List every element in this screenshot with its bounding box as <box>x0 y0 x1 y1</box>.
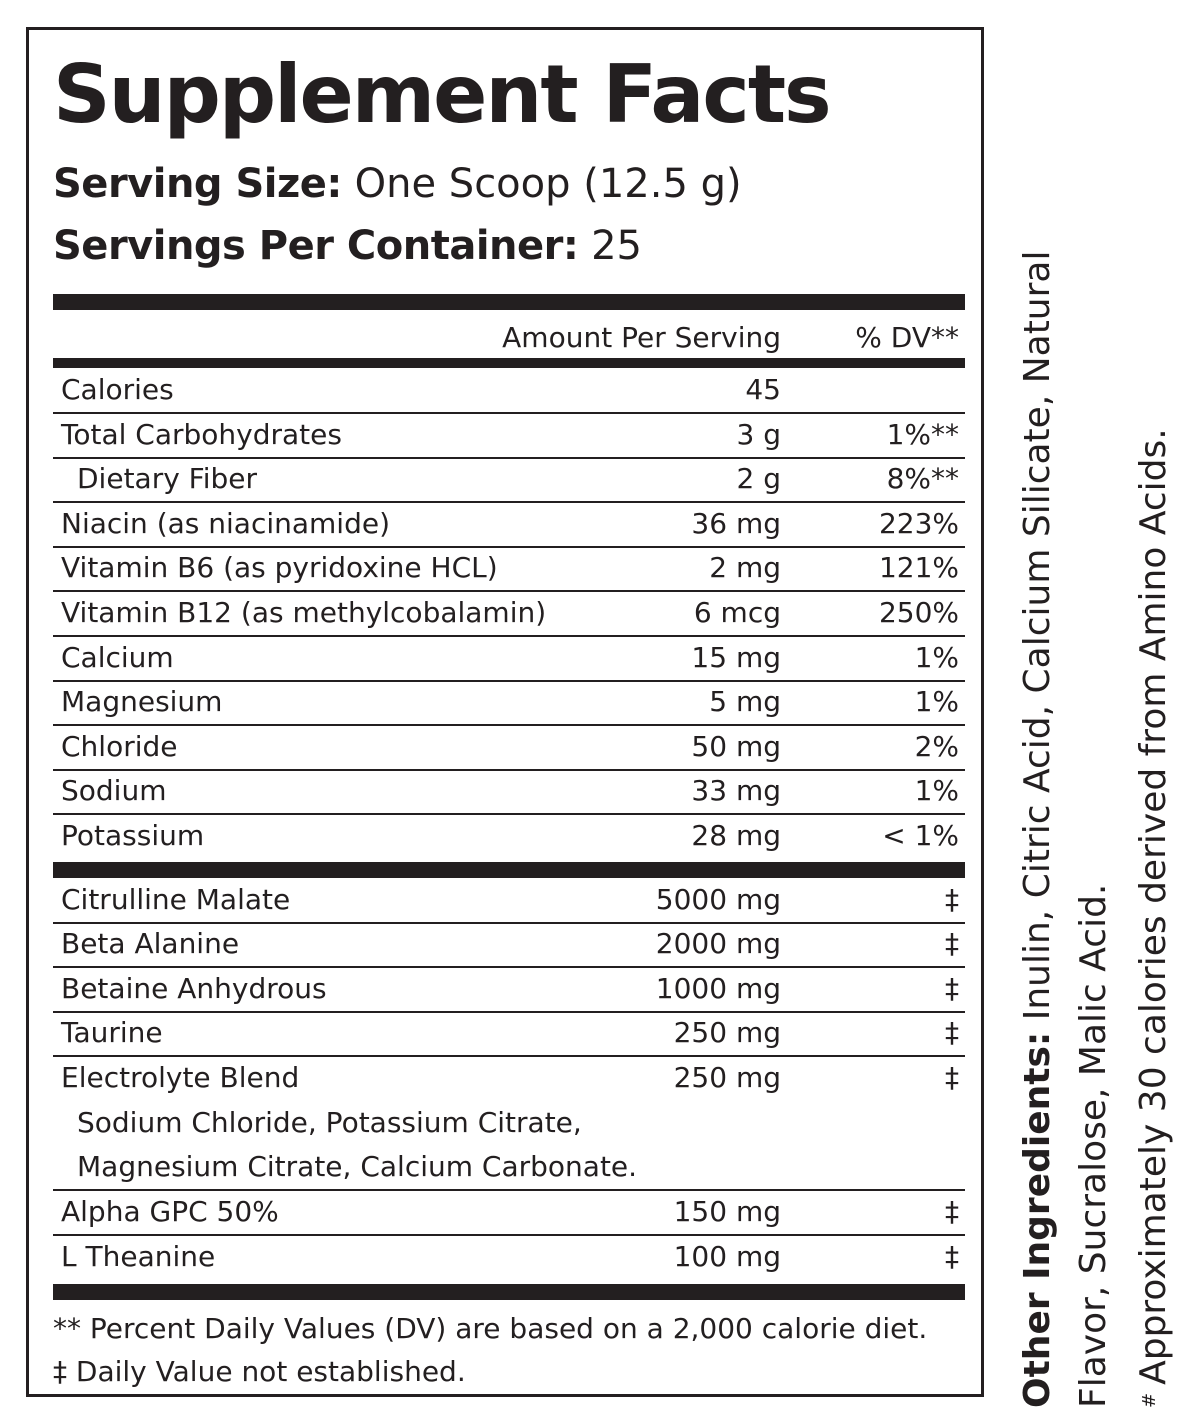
ingredient-amount: 150 mg <box>673 1195 781 1228</box>
nutrient-row-niacin <box>53 502 965 546</box>
divider-bar <box>53 862 965 878</box>
nutrient-amount: 15 mg <box>691 641 781 674</box>
servings-per-container-value: 25 <box>591 223 642 269</box>
electrolyte-blend-detail: Magnesium Citrate, Calcium Carbonate. <box>77 1150 638 1183</box>
ingredient-row-citrulline-malate <box>53 878 965 922</box>
ingredient-dv: ‡ <box>945 1061 959 1094</box>
divider-bar <box>53 358 965 368</box>
nutrient-row-vitamin-b12 <box>53 591 965 635</box>
nutrient-dv: 8%** <box>886 462 959 495</box>
nutrient-name: Vitamin B12 (as methylcobalamin) <box>61 596 547 629</box>
ingredient-row-alpha-gpc <box>53 1190 965 1234</box>
nutrient-row-magnesium <box>53 680 965 724</box>
nutrient-name: Chloride <box>61 730 178 763</box>
ingredient-amount: 2000 mg <box>655 927 781 960</box>
nutrient-name: Total Carbohydrates <box>61 418 342 451</box>
nutrient-amount: 5 mg <box>709 685 781 718</box>
ingredient-name: Electrolyte Blend <box>61 1061 300 1094</box>
nutrient-name: Niacin (as niacinamide) <box>61 507 391 540</box>
servings-per-container <box>53 220 642 272</box>
dv-header: % DV** <box>855 321 959 354</box>
nutrient-name: Potassium <box>61 819 205 852</box>
other-ingredients-line-2: Flavor, Sucralose, Malic Acid. <box>1073 883 1114 1408</box>
nutrient-name: Calories <box>61 373 174 406</box>
nutrient-row-sodium <box>53 769 965 813</box>
nutrient-name: Vitamin B6 (as pyridoxine HCL) <box>61 551 498 584</box>
ingredient-dv: ‡ <box>945 927 959 960</box>
ingredient-amount: 250 mg <box>673 1016 781 1049</box>
nutrient-row-calcium <box>53 636 965 680</box>
nutrient-name: Dietary Fiber <box>77 462 258 495</box>
nutrient-amount: 3 g <box>736 418 781 451</box>
nutrient-dv: 223% <box>878 507 959 540</box>
nutrient-dv: 2% <box>914 730 959 763</box>
ingredient-name: Beta Alanine <box>61 927 240 960</box>
nutrient-amount: 28 mg <box>691 819 781 852</box>
ingredient-name: Taurine <box>61 1016 163 1049</box>
ingredient-amount: 100 mg <box>673 1240 781 1273</box>
footnote-not-established: ‡ Daily Value not established. <box>53 1355 466 1388</box>
ingredient-name: Citrulline Malate <box>61 883 291 916</box>
ingredient-row-beta-alanine <box>53 922 965 966</box>
other-ingredients-label: Other Ingredients: <box>1017 1031 1058 1408</box>
nutrient-name: Magnesium <box>61 685 223 718</box>
amount-header: Amount Per Serving <box>502 321 781 354</box>
ingredient-amount: 250 mg <box>673 1061 781 1094</box>
nutrient-row-total-carbohydrates <box>53 413 965 457</box>
nutrient-row-chloride <box>53 725 965 769</box>
nutrient-row-vitamin-b6 <box>53 546 965 590</box>
nutrient-amount: 36 mg <box>691 507 781 540</box>
nutrient-dv: 1% <box>914 641 959 674</box>
nutrient-dv: 250% <box>878 596 959 629</box>
nutrient-dv: 1% <box>914 685 959 718</box>
divider-bar <box>53 1284 965 1300</box>
ingredient-name: Alpha GPC 50% <box>61 1195 279 1228</box>
ingredient-row-l-theanine <box>53 1235 965 1279</box>
ingredient-dv: ‡ <box>945 1016 959 1049</box>
nutrient-row-potassium <box>53 814 965 858</box>
ingredient-amount: 1000 mg <box>655 972 781 1005</box>
calorie-note <box>1124 428 1180 1408</box>
other-ingredients-line-1 <box>1012 251 1064 1409</box>
serving-size-value: One Scoop (12.5 g) <box>354 161 742 207</box>
ingredient-name: L Theanine <box>61 1240 216 1273</box>
nutrient-dv: 121% <box>878 551 959 584</box>
serving-size <box>53 158 742 210</box>
nutrient-amount: 2 g <box>736 462 781 495</box>
ingredient-row-betaine-anhydrous <box>53 967 965 1011</box>
ingredient-row-taurine <box>53 1011 965 1055</box>
servings-per-container-label: Servings Per Container: <box>53 223 579 269</box>
ingredient-amount: 5000 mg <box>655 883 781 916</box>
column-header-row <box>53 316 965 360</box>
electrolyte-blend-detail: Sodium Chloride, Potassium Citrate, <box>77 1106 582 1139</box>
panel-title: Supplement Facts <box>53 48 830 141</box>
serving-size-label: Serving Size: <box>53 161 342 207</box>
nutrient-dv: 1%** <box>886 418 959 451</box>
nutrient-dv: 1% <box>914 774 959 807</box>
nutrient-name: Calcium <box>61 641 174 674</box>
divider-bar <box>53 294 965 310</box>
ingredient-name: Betaine Anhydrous <box>61 972 327 1005</box>
nutrient-row-calories <box>53 368 965 412</box>
nutrient-amount: 45 <box>745 373 781 406</box>
nutrient-row-dietary-fiber <box>53 457 965 501</box>
nutrient-amount: 2 mg <box>709 551 781 584</box>
calorie-note-text: Approximately 30 calories derived from Amino Acids. <box>1133 428 1174 1385</box>
nutrient-amount: 50 mg <box>691 730 781 763</box>
ingredient-dv: ‡ <box>945 972 959 1005</box>
ingredient-row-electrolyte-blend <box>53 1056 965 1100</box>
calorie-note-mark: # <box>1139 1392 1160 1408</box>
ingredient-dv: ‡ <box>945 1240 959 1273</box>
supplement-facts-panel <box>26 27 984 1397</box>
nutrient-name: Sodium <box>61 774 167 807</box>
nutrient-amount: 33 mg <box>691 774 781 807</box>
ingredient-dv: ‡ <box>945 1195 959 1228</box>
footnote-dv: ** Percent Daily Values (DV) are based on a 2,000 calorie diet. <box>53 1312 928 1345</box>
ingredient-dv: ‡ <box>945 883 959 916</box>
nutrient-dv: < 1% <box>882 819 959 852</box>
other-ingredients-text: Inulin, Citric Acid, Calcium Silicate, Natural <box>1017 250 1058 1032</box>
nutrient-amount: 6 mcg <box>693 596 781 629</box>
